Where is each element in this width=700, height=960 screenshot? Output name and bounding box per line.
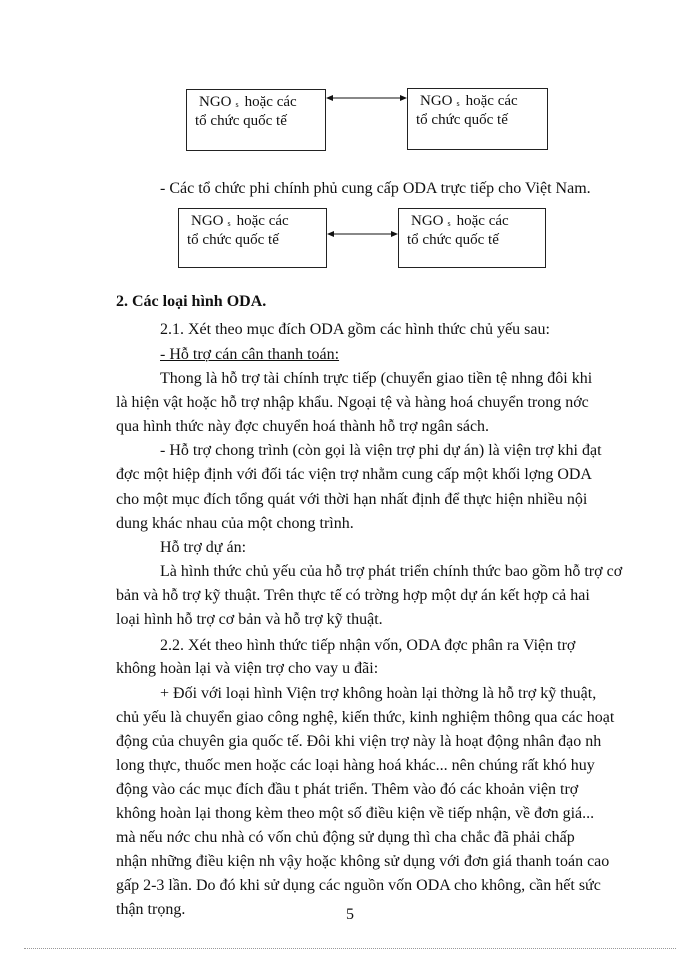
body-line: loại hình hỗ trợ cơ bản và hỗ trợ kỹ thuật. xyxy=(116,611,383,628)
diagram2-left-box: NGO $_s$ hoặc các tổ chức quốc tế xyxy=(178,208,327,268)
body-line: mà nếu nớc chu nhà có vốn chủ động sử dụng thì cha chắc đã phải chấp xyxy=(116,829,575,846)
body-line: động vào các mục đích đầu t phát triển. Thêm vào đó các khoản viện trợ xyxy=(116,781,579,798)
body-line: là hiện vật hoặc hỗ trợ nhập khẩu. Ngoại tệ và hàng hoá chuyển trong nớc xyxy=(116,394,589,411)
body-line: 2.2. Xét theo hình thức tiếp nhận vốn, ODA đợc phân ra Viện trợ xyxy=(160,637,576,654)
body-line: - Hỗ trợ cán cân thanh toán: xyxy=(160,346,340,363)
body-line: Là hình thức chủ yếu của hỗ trợ phát triển chính thức bao gồm hỗ trợ cơ xyxy=(160,563,623,580)
body-line: + Đối với loại hình Viện trợ không hoàn lại thờng là hỗ trợ kỹ thuật, xyxy=(160,685,597,702)
body-line: gấp 2-3 lần. Do đó khi sử dụng các nguồn vốn ODA cho không, cần hết sức xyxy=(116,877,601,894)
page-number: 5 xyxy=(346,906,354,923)
body-line: thận trọng. xyxy=(116,901,186,918)
diagram2-right-box: NGO $_s$ hoặc các tổ chức quốc tế xyxy=(398,208,546,268)
body-line: bản và hỗ trợ kỹ thuật. Trên thực tế có trờng hợp một dự án kết hợp cả hai xyxy=(116,587,590,604)
body-line: dung khác nhau của một chong trình. xyxy=(116,515,354,532)
body-line: chủ yếu là chuyển giao công nghệ, kiến thức, kinh nghiệm thông qua các hoạt xyxy=(116,709,615,726)
body-line: - Hỗ trợ chong trình (còn gọi là viện trợ phi dự án) là viện trợ khi đạt xyxy=(160,442,602,459)
ngo-bullet: - Các tổ chức phi chính phủ cung cấp ODA trực tiếp cho Việt Nam. xyxy=(160,180,591,197)
diagram1-left-box: NGO $_s$ hoặc các tổ chức quốc tế xyxy=(186,89,326,151)
body-line: cho một mục đích tổng quát với thời hạn nhất định để thực hiện nhiều nội xyxy=(116,491,588,508)
body-line: 2.1. Xét theo mục đích ODA gồm các hình thức chủ yếu sau: xyxy=(160,321,550,338)
body-line: không hoàn lại thong kèm theo một số điều kiện về tiếp nhận, về đơn giá... xyxy=(116,805,595,822)
body-line: đợc một hiệp định với đối tác viện trợ nhằm cung cấp một khối lợng ODA xyxy=(116,466,592,483)
bidirectional-arrow-icon xyxy=(326,92,407,104)
body-line: Thong là hỗ trợ tài chính trực tiếp (chuyển giao tiền tệ nhng đôi khi xyxy=(160,370,593,387)
body-line: không hoàn lại và viện trợ cho vay u đãi: xyxy=(116,660,379,677)
body-line: Hỗ trợ dự án: xyxy=(160,539,247,556)
page-bottom-rule xyxy=(24,948,676,949)
body-line: động của chuyên gia quốc tế. Đôi khi viện trợ này là hoạt động nhân đạo nh xyxy=(116,733,602,750)
body-line: long thực, thuốc men hoặc các loại hàng hoá khác... nên chúng rất khó huy xyxy=(116,757,595,774)
body-line: nhận những điều kiện nh vậy hoặc không sử dụng với đơn giá thanh toán cao xyxy=(116,853,610,870)
body-line: qua hình thức này đợc chuyển hoá thành hỗ trợ ngân sách. xyxy=(116,418,490,435)
section-heading: 2. Các loại hình ODA. xyxy=(116,293,267,310)
diagram1-right-box: NGO $_s$ hoặc các tổ chức quốc tế xyxy=(407,88,548,150)
bidirectional-arrow-icon xyxy=(327,228,398,240)
